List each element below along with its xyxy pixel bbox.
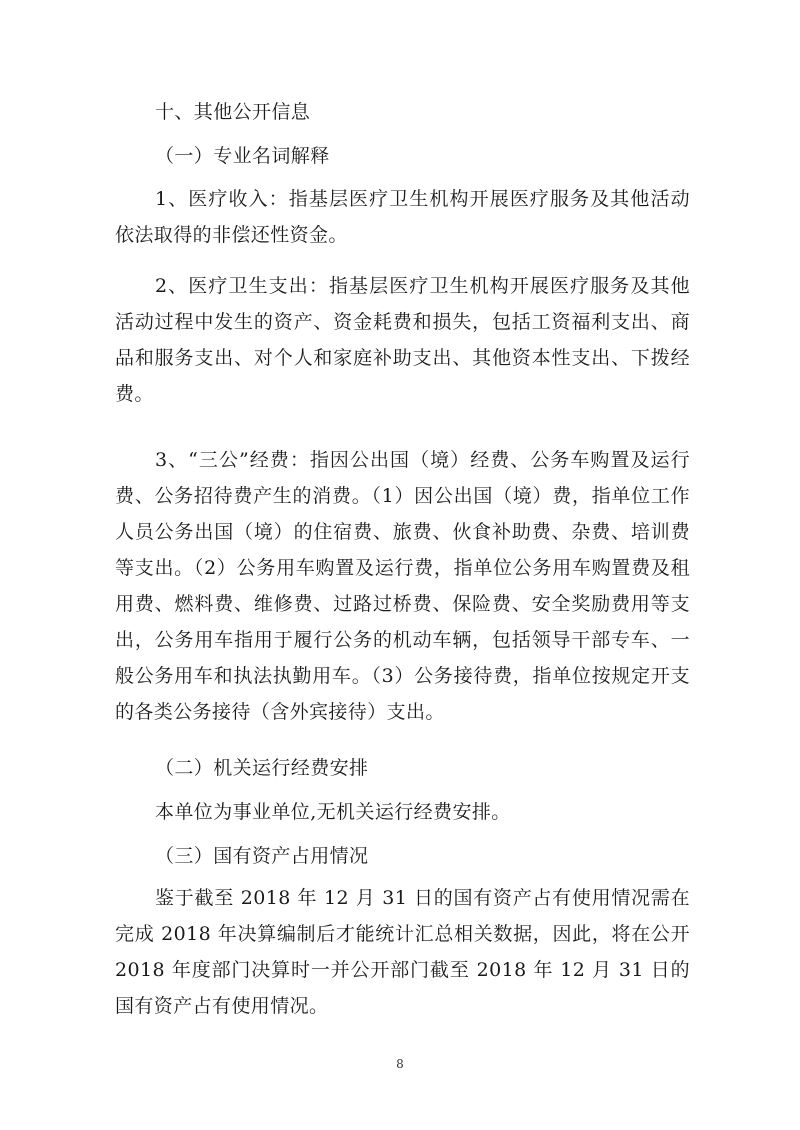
- subsection-heading-terms: （一）专业名词解释: [155, 145, 330, 167]
- section-title: 十、其他公开信息: [155, 101, 311, 123]
- paragraph-medical-income: 1、医疗收入：指基层医疗卫生机构开展医疗服务及其他活动依法取得的非偿还性资金。: [115, 188, 690, 246]
- subsection-heading-state-assets: （三）国有资产占用情况: [155, 845, 369, 867]
- paragraph-operating-funds: 本单位为事业单位,无机关运行经费安排。: [155, 801, 511, 823]
- subsection-heading-operating-funds: （二）机关运行经费安排: [155, 757, 369, 779]
- paragraph-state-assets: 鉴于截至 2018 年 12 月 31 日的国有资产占有使用情况需在完成 2018 年决算编制后才能统计汇总相关数据，因此，将在公开 2018 年度部门决算时一并公开部门截至 2018 年 12 月 31 日的国有资产占有使用情况。: [115, 887, 690, 1017]
- paragraph-three-public-expenses: 3、“三公”经费：指因公出国（境）经费、公务车购置及运行费、公务招待费产生的消费。（1）因公出国（境）费，指单位工作人员公务出国（境）的住宿费、旅费、伙食补助费、杂费、培训费等支出。（2）公务用车购置及运行费，指单位公务用车购置费及租用费、燃料费、维修费、过路过桥费、保险费、安全奖励费用等支出，公务用车指用于履行公务的机动车辆，包括领导干部专车、一般公务用车和执法执勤用车。（3）公务接待费，指单位按规定开支的各类公务接待（含外宾接待）支出。: [115, 449, 690, 723]
- paragraph-medical-expenditure: 2、医疗卫生支出：指基层医疗卫生机构开展医疗服务及其他活动过程中发生的资产、资金耗费和损失，包括工资福利支出、商品和服务支出、对个人和家庭补助支出、其他资本性支出、下拨经费。: [115, 275, 690, 405]
- page-number: 8: [396, 1057, 404, 1071]
